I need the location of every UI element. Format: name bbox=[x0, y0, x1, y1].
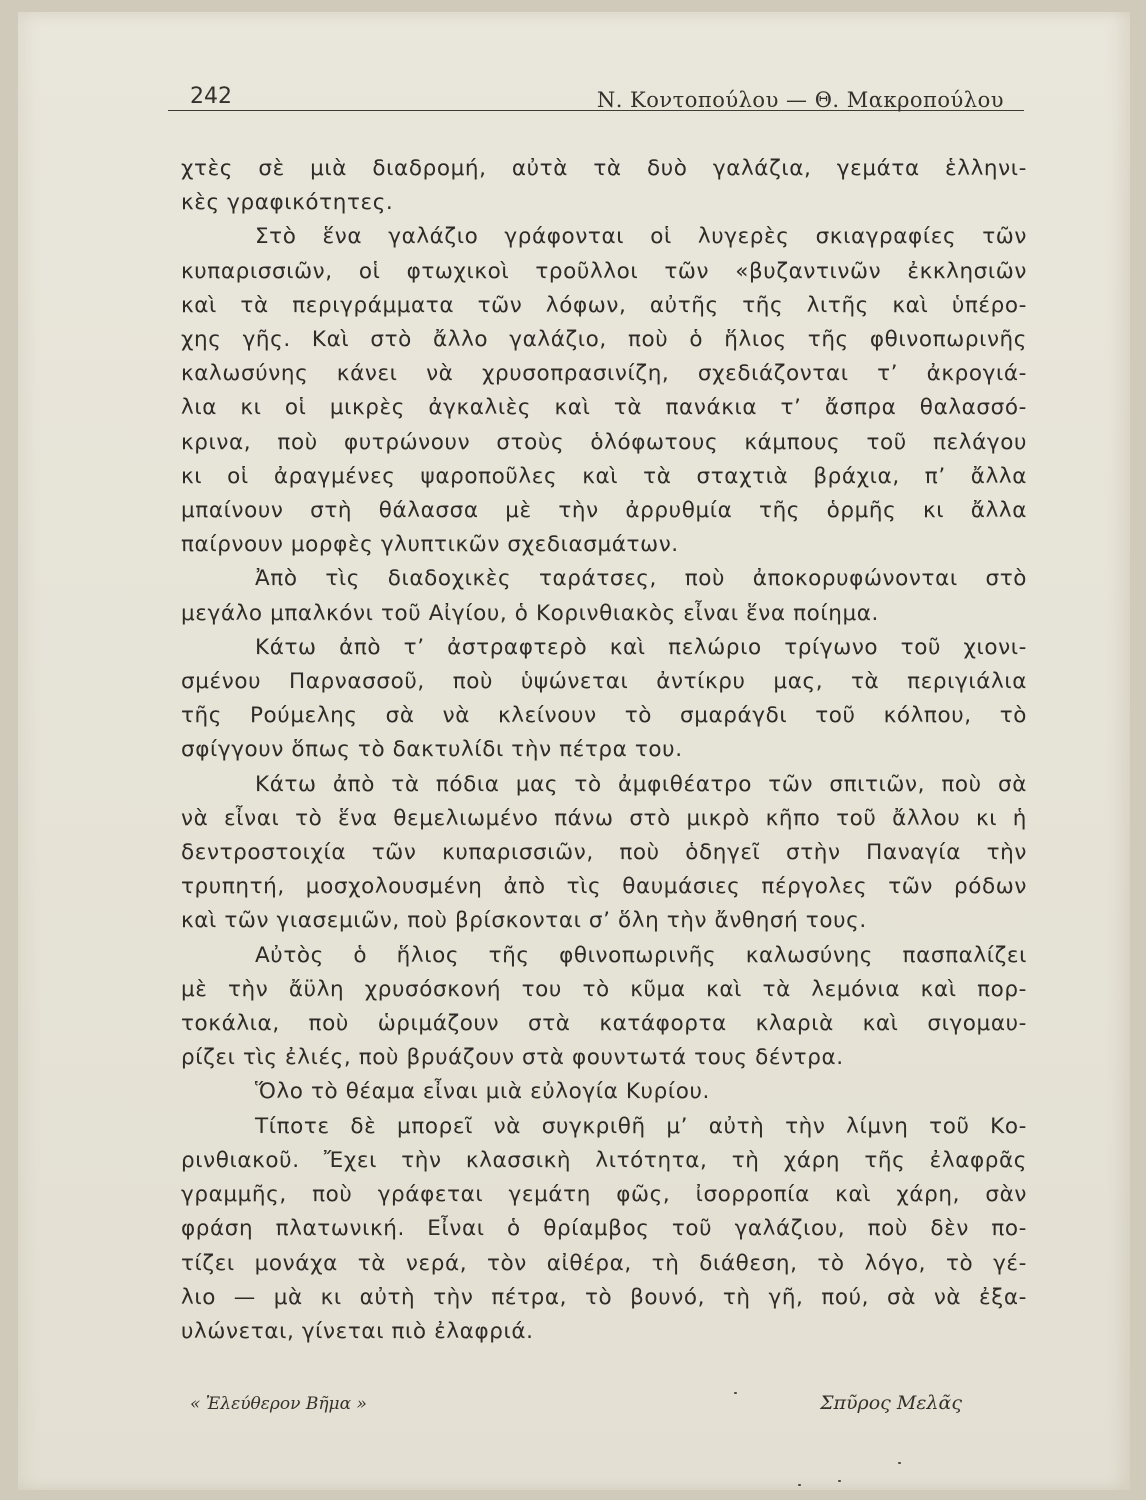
header-rule bbox=[168, 110, 1024, 111]
text-line: λιο — μὰ κι αὐτὴ τὴν πέτρα, τὸ βουνό, τὴ γῆ, πού, σὰ νὰ ἐξα- bbox=[181, 1284, 1027, 1310]
text-line: Κάτω ἀπὸ τ’ ἀστραφτερὸ καὶ πελώριο τρίγωνο τοῦ χιονι- bbox=[255, 634, 1027, 660]
text-line: Στὸ ἕνα γαλάζιο γράφονται οἱ λυγερὲς σκιαγραφίες τῶν bbox=[255, 224, 1027, 250]
text-line: Κάτω ἀπὸ τὰ πόδια μας τὸ ἀμφιθέατρο τῶν σπιτιῶν, ποὺ σὰ bbox=[255, 771, 1027, 797]
text-line: τίζει μονάχα τὰ νερά, τὸν αἰθέρα, τὴ διάθεση, τὸ λόγο, τὸ γέ- bbox=[181, 1250, 1027, 1276]
text-line: κι οἱ ἀραγμένες ψαροποῦλες καὶ τὰ σταχτιὰ βράχια, π’ ἄλλα bbox=[181, 463, 1027, 489]
text-line: Ὅλο τὸ θέαμα εἶναι μιὰ εὐλογία Κυρίου. bbox=[255, 1079, 710, 1105]
text-line: κὲς γραφικότητες. bbox=[181, 190, 394, 216]
print-speck bbox=[798, 1484, 801, 1486]
text-line: χης γῆς. Καὶ στὸ ἄλλο γαλάζιο, ποὺ ὁ ἥλιος τῆς φθινοπωρινῆς bbox=[181, 327, 1027, 353]
text-line: φράση πλατωνική. Εἶναι ὁ θρίαμβος τοῦ γαλάζιου, ποὺ δὲν πο- bbox=[181, 1216, 1027, 1242]
text-line: καὶ τὰ περιγράμματα τῶν λόφων, αὐτῆς τῆς λιτῆς καὶ ὑπέρο- bbox=[181, 292, 1027, 318]
text-line: Αὐτὸς ὁ ἥλιος τῆς φθινοπωρινῆς καλωσύνης πασπαλίζει bbox=[255, 942, 1027, 968]
text-line: χτὲς σὲ μιὰ διαδρομή, αὐτὰ τὰ δυὸ γαλάζια, γεμάτα ἑλληνι- bbox=[181, 156, 1027, 181]
print-speck bbox=[838, 1480, 841, 1482]
running-title: Ν. Κοντοπούλου — Θ. Μακροπούλου bbox=[596, 88, 1004, 112]
text-line: καὶ τῶν γιασεμιῶν, ποὺ βρίσκονται σ’ ὅλη τὴν ἄνθησή τους. bbox=[181, 908, 867, 934]
source-citation: « Ἐλεύθερον Βῆμα » bbox=[190, 1394, 367, 1414]
text-line: κυπαρισσιῶν, οἱ φτωχικοὶ τροῦλλοι τῶν «βυζαντινῶν ἐκκλησιῶν bbox=[181, 258, 1027, 284]
text-line: γραμμῆς, ποὺ γράφεται γεμάτη φῶς, ἰσορροπία καὶ χάρη, σὰν bbox=[181, 1182, 1027, 1208]
print-speck bbox=[734, 1392, 737, 1394]
text-line: υλώνεται, γίνεται πιὸ ἐλαφριά. bbox=[181, 1318, 534, 1344]
text-line: σφίγγουν ὅπως τὸ δακτυλίδι τὴν πέτρα του. bbox=[181, 737, 683, 763]
text-line: καλωσύνης κάνει νὰ χρυσοπρασινίζη, σχεδιάζονται τ’ ἀκρογιά- bbox=[181, 361, 1027, 387]
text-line: κρινα, ποὺ φυτρώνουν στοὺς ὁλόφωτους κάμπους τοῦ πελάγου bbox=[181, 429, 1027, 455]
text-line: σμένου Παρνασσοῦ, ποὺ ὑψώνεται ἀντίκρυ μας, τὰ περιγιάλια bbox=[181, 669, 1027, 695]
text-line: ρινθιακοῦ. Ἔχει τὴν κλασσικὴ λιτότητα, τὴ χάρη τῆς ἐλαφρᾶς bbox=[181, 1147, 1027, 1173]
text-line: νὰ εἶναι τὸ ἕνα θεμελιωμένο πάνω στὸ μικρὸ κῆπο τοῦ ἄλλου κι ἡ bbox=[181, 805, 1027, 831]
text-line: τρυπητή, μοσχολουσμένη ἀπὸ τὶς θαυμάσιες πέργολες τῶν ρόδων bbox=[181, 874, 1027, 900]
text-line: Τίποτε δὲ μπορεῖ νὰ συγκριθῆ μ’ αὐτὴ τὴν λίμνη τοῦ Κο- bbox=[255, 1113, 1027, 1139]
text-line: δεντροστοιχία τῶν κυπαρισσιῶν, ποὺ ὁδηγεῖ στὴν Παναγία τὴν bbox=[181, 840, 1027, 866]
text-line: μὲ τὴν ἄϋλη χρυσόσκονή του τὸ κῦμα καὶ τὰ λεμόνια καὶ πορ- bbox=[181, 976, 1027, 1002]
page bbox=[18, 12, 1130, 1490]
text-line: ρίζει τὶς ἐλιές, ποὺ βρυάζουν στὰ φουντωτά τους δέντρα. bbox=[181, 1045, 844, 1071]
text-line: μπαίνουν στὴ θάλασσα μὲ τὴν ἀρρυθμία τῆς ὁρμῆς κι ἄλλα bbox=[181, 498, 1027, 524]
author-signature: Σπῦρος Μελᾶς bbox=[820, 1392, 962, 1414]
text-line: μεγάλο μπαλκόνι τοῦ Αἰγίου, ὁ Κορινθιακὸς εἶναι ἕνα ποίημα. bbox=[181, 600, 879, 626]
text-line: παίρνουν μορφὲς γλυπτικῶν σχεδιασμάτων. bbox=[181, 532, 679, 558]
text-line: λια κι οἱ μικρὲς ἀγκαλιὲς καὶ τὰ πανάκια τ’ ἄσπρα θαλασσό- bbox=[181, 395, 1027, 421]
text-line: Ἀπὸ τὶς διαδοχικὲς ταράτσες, ποὺ ἀποκορυφώνονται στὸ bbox=[255, 566, 1027, 592]
page-number: 242 bbox=[190, 84, 232, 109]
print-speck bbox=[898, 1462, 901, 1464]
text-line: τῆς Ρούμελης σὰ νὰ κλείνουν τὸ σμαράγδι τοῦ κόλπου, τὸ bbox=[181, 703, 1027, 729]
article-body bbox=[181, 152, 1027, 1349]
text-line: τοκάλια, ποὺ ὡριμάζουν στὰ κατάφορτα κλαριὰ καὶ σιγομαυ- bbox=[181, 1011, 1027, 1037]
